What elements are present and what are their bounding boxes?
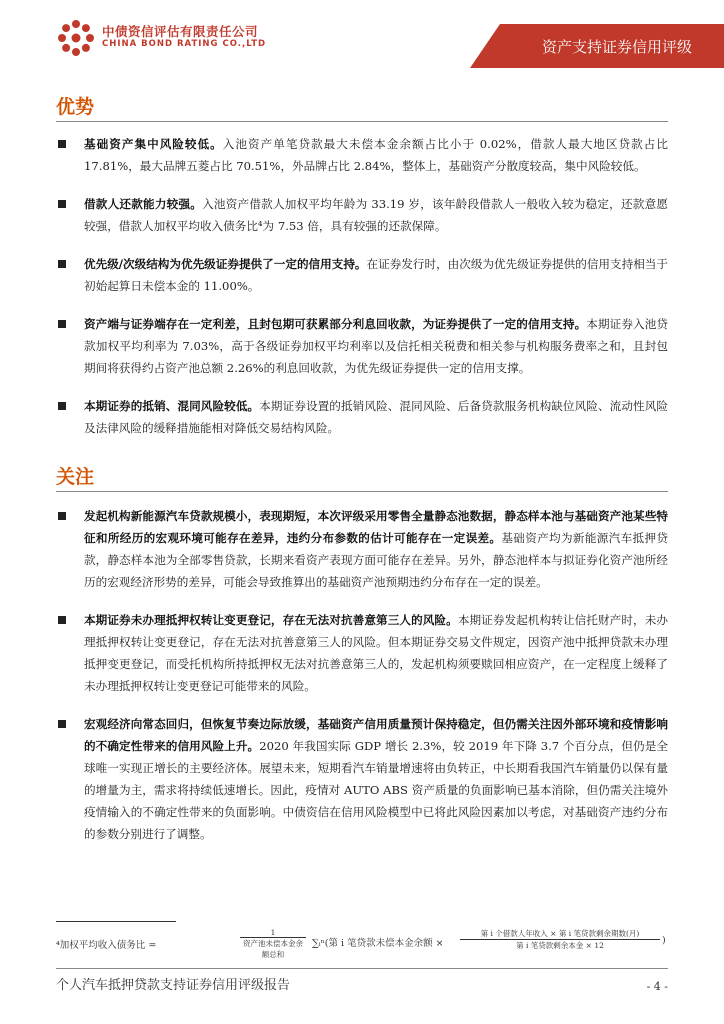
item-text: 在证券发行时，由次级为优先级证券提供的信用支持相当于初始起算日未偿本金的 11.00%。	[84, 257, 668, 293]
fraction-numerator: 1	[240, 928, 306, 938]
footnote	[56, 926, 668, 960]
list-item	[56, 253, 668, 297]
list-item	[56, 713, 668, 845]
list-item	[56, 505, 668, 593]
bullet-icon	[58, 140, 66, 148]
item-heading: 资产端与证券端存在一定利差，且封包期可获累部分利息回收款，为证券提供了一定的信用支持。	[84, 317, 587, 331]
concerns-list	[56, 505, 668, 861]
item-text: 入池资产借款人加权平均年龄为 33.19 岁，该年龄段借款人一般收入较为稳定，还款意愿较强，借款人加权平均收入债务比⁴为 7.53 倍，具有较强的还款保障。	[84, 197, 668, 233]
item-heading: 优先级/次级结构为优先级证券提供了一定的信用支持。	[84, 257, 367, 271]
item-heading: 本期证券未办理抵押权转让变更登记，存在无法对抗善意第三人的风险。	[84, 613, 458, 627]
item-heading: 借款人还款能力较强。	[84, 197, 203, 211]
company-name-cn: 中债资信评估有限责任公司	[102, 24, 259, 39]
footnote-label: ⁴加权平均收入债务比 =	[56, 940, 157, 951]
item-text: 本期证券入池贷款加权平均利率为 7.03%，高于各级证券加权平均利率以及信托相关税费和相关参与机构服务费率之和，且封包期间将获得约占资产池总额 2.26%的利息回收款，为优先级证券提供一定的信用支撑。	[84, 317, 668, 375]
page-header	[0, 0, 724, 82]
footer-report-title: 个人汽车抵押贷款支持证券信用评级报告	[56, 978, 291, 993]
formula-fraction	[240, 928, 306, 960]
list-item	[56, 133, 668, 177]
item-text: 2020 年我国实际 GDP 增长 2.3%，较 2019 年下降 3.7 个百分点，但仍是全球唯一实现正增长的主要经济体。展望未来，短期看汽车销量增速将由负转正，中长期看我国汽车销量仍以保有量的增量为主，需求将持续低速增长。因此，疫情对 AUTO ABS 资产质量的负面影响已基本消除，但仍需关注境外疫情输入的不确定性带来的负面影响。中债资信在信用风险模型中已将此风险因素加以考虑，对基础资产违约分布的参数分别进行了调整。	[84, 739, 668, 841]
section-title-concerns: 关注	[56, 466, 95, 488]
bullet-icon	[58, 512, 66, 520]
item-text: 本期证券设置的抵销风险、混同风险、后备贷款服务机构缺位风险、流动性风险及法律风险的缓释措施能相对降低交易结构风险。	[84, 399, 668, 435]
formula-close: )	[662, 935, 666, 946]
section-divider	[56, 121, 668, 122]
section-title-advantages: 优势	[56, 96, 95, 118]
bullet-icon	[58, 200, 66, 208]
bullet-icon	[58, 720, 66, 728]
bullet-icon	[58, 320, 66, 328]
list-item	[56, 193, 668, 237]
item-heading: 基础资产集中风险较低。	[84, 137, 223, 151]
fraction-denominator: 第 i 笔贷款剩余本金 × 12	[516, 941, 604, 950]
fraction-numerator: 第 i 个借款人年收入 × 第 i 笔贷款剩余期数(月)	[460, 928, 660, 940]
formula-fraction	[460, 928, 660, 951]
item-text: 本期证券发起机构转让信托财产时，未办理抵押权转让变更登记，存在无法对抗善意第三人的风险。但本期证券交易文件规定，因资产池中抵押贷款未办理抵押变更登记，而受托机构所持抵押权无法对抗善意第三人的，发起机构须要赎回相应资产，在一定程度上缓释了未办理抵押权转让变更登记可能带来的风险。	[84, 613, 668, 693]
company-name-en: CHINA BOND RATING CO.,LTD	[102, 39, 267, 49]
bullet-icon	[58, 402, 66, 410]
footer-divider	[56, 968, 668, 969]
section-divider	[56, 491, 668, 492]
banner-title: 资产支持证券信用评级	[541, 38, 692, 56]
formula-sum: ∑ᵢⁿ(第 i 笔贷款未偿本金余额 ×	[312, 938, 444, 949]
company-logo-icon	[56, 18, 96, 58]
list-item	[56, 609, 668, 697]
list-item	[56, 313, 668, 379]
bullet-icon	[58, 616, 66, 624]
page-number: - 4 -	[646, 980, 668, 993]
fraction-denominator: 资产池未偿本金余额总和	[243, 939, 303, 959]
list-item	[56, 395, 668, 439]
item-heading: 发起机构新能源汽车贷款规模小，表现期短，本次评级采用零售全量静态池数据，静态样本池与基础资产池某些特征和所经历的宏观环境可能存在差异，违约分布参数的估计可能存在一定误差。	[84, 509, 668, 545]
advantages-list	[56, 133, 668, 455]
bullet-icon	[58, 260, 66, 268]
item-text: 基础资产均为新能源汽车抵押贷款，静态样本池为全部零售贷款，长期来看资产表现方面可能存在差异。另外，静态池样本与拟证券化资产池所经历的宏观经济形势的差异，可能会导致推算出的基础资产池预期违约分布存在一定的误差。	[84, 531, 668, 589]
item-text: 入池资产单笔贷款最大未偿本金余额占比小于 0.02%，借款人最大地区贷款占比 17.81%，最大品牌五菱占比 70.51%，外品牌占比 2.84%，整体上，基础资产分散度较高，集中风险较低。	[84, 137, 668, 173]
item-heading: 宏观经济向常态回归，但恢复节奏边际放缓，基础资产信用质量预计保持稳定，但仍需关注因外部环境和疫情影响的不确定性带来的信用风险上升。	[84, 717, 668, 753]
item-heading: 本期证券的抵销、混同风险较低。	[84, 399, 260, 413]
footnote-divider	[56, 921, 176, 922]
